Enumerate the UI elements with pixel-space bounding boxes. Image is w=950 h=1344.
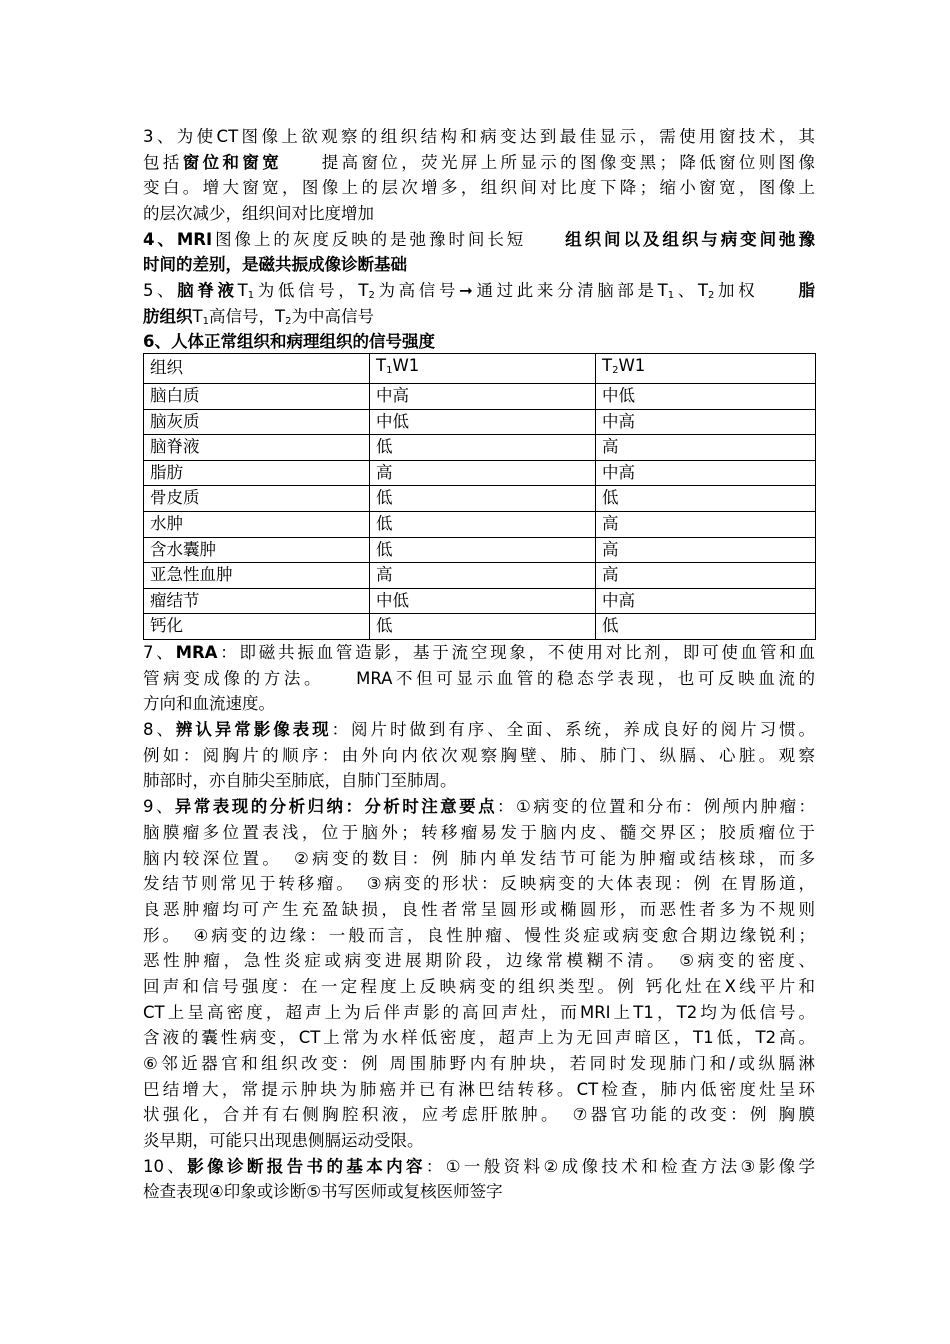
- section-5-line-1: [143, 278, 815, 304]
- table-row: [144, 460, 816, 486]
- bold-term: 肪组织: [143, 306, 193, 326]
- section-10-line-2: 检查表现④印象或诊断⑤书写医师或复核医师签字: [143, 1182, 503, 1202]
- text: ：①一般资料②成像技术和检查方法③影像学: [425, 1156, 815, 1176]
- subscript: 2: [707, 290, 715, 302]
- text: 提高窗位，荧光屏上所显示的图像变黑；降低窗位则图像: [282, 152, 816, 172]
- section-9-line-4: 发结节则常见于转移瘤。 ③病变的形状：反映病变的大体表现：例 在胃肠道，: [143, 874, 815, 894]
- text: 图像上的灰度反映的是弛豫时间长短: [212, 229, 566, 249]
- table-row: [144, 409, 816, 435]
- text: T: [192, 306, 203, 326]
- table-cell: 脑脊液: [144, 435, 370, 461]
- section-9-line-9: CT上呈高密度，超声上为后伴声影的高回声灶，而MRI上T1，T2均为低信号。: [143, 1002, 815, 1022]
- table-row: [144, 588, 816, 614]
- table-cell: 低: [370, 486, 596, 512]
- table-cell: 中低: [370, 409, 596, 435]
- section-3-line-2: [143, 150, 815, 176]
- table-cell: 亚急性血肿: [144, 563, 370, 589]
- table-cell: 水肿: [144, 512, 370, 538]
- table-cell: 低: [370, 512, 596, 538]
- section-4-line-2: 时间的差别，是磁共振成像诊断基础: [143, 255, 407, 275]
- header-cell-tissue: 组织: [144, 353, 370, 384]
- text: 7、: [143, 643, 176, 663]
- section-3-line-4: 的层次减少，组织间对比度增加: [143, 204, 374, 224]
- text: 5、: [143, 281, 178, 301]
- table-header-row: [144, 353, 816, 384]
- table-cell: 脂肪: [144, 460, 370, 486]
- table-cell: 脑灰质: [144, 409, 370, 435]
- section-7-line-2: 管病变成像的方法。 MRA不但可显示血管的稳态学表现，也可反映血流的: [143, 668, 815, 688]
- bold-term: 组织间以及组织与病变间弛豫: [565, 229, 816, 249]
- section-8-line-1: [143, 717, 815, 743]
- section-6-title: 6、人体正常组织和病理组织的信号强度: [143, 331, 435, 351]
- table-cell: 低: [370, 614, 596, 640]
- table-cell: 低: [370, 537, 596, 563]
- table-row: [144, 435, 816, 461]
- section-5-line-2: [143, 304, 815, 330]
- text: T: [237, 281, 248, 301]
- table-row: [144, 614, 816, 640]
- section-8-line-2: 例如：阅胸片的顺序：由外向内依次观察胸壁、肺、肺门、纵膈、心脏。观察: [143, 745, 815, 765]
- section-4-line-1: [143, 227, 815, 253]
- header-cell-t2w1: [596, 353, 816, 384]
- section-7-line-3: 方向和血流速度。: [143, 694, 275, 714]
- table-cell: 高: [596, 537, 816, 563]
- table-cell: 钙化: [144, 614, 370, 640]
- bold-term: 窗位和窗宽: [182, 152, 283, 172]
- section-9-line-6: 形。 ④病变的边缘：一般而言，良性肿瘤、慢性炎症或病变愈合期边缘锐利；: [143, 925, 815, 945]
- subscript: 2: [612, 364, 619, 376]
- subscript: 1: [202, 315, 209, 327]
- table-cell: 瘤结节: [144, 588, 370, 614]
- text: 包括: [143, 152, 183, 172]
- text: ：①病变的位置和分布：例颅内肿瘤：: [497, 797, 816, 817]
- table-cell: 中高: [596, 588, 816, 614]
- table-cell: 高: [370, 563, 596, 589]
- subscript: 1: [667, 290, 675, 302]
- section-9-line-1: [143, 794, 815, 820]
- text: T: [602, 355, 613, 375]
- section-9-line-10: 含液的囊性病变，CT上常为水样低密度，超声上为无回声暗区，T1低，T2高。: [143, 1028, 815, 1048]
- section-9-line-8: 回声和信号强度：在一定程度上反映病变的组织类型。例 钙化灶在X线平片和: [143, 976, 815, 996]
- table-cell: 中低: [370, 588, 596, 614]
- section-3-line-3: 变白。增大窗宽，图像上的层次增多，组织间对比度下降；缩小窗宽，图像上: [143, 178, 815, 198]
- table-cell: 中高: [596, 460, 816, 486]
- text: 10、: [143, 1156, 188, 1176]
- bold-term: 脂: [798, 281, 816, 301]
- table-cell: 脑白质: [144, 384, 370, 410]
- header-cell-t1w1: [370, 353, 596, 384]
- text: ：即磁共振血管造影，基于流空现象，不使用对比剂，即可使血管和血: [217, 643, 816, 663]
- table-cell: 中低: [596, 384, 816, 410]
- bold-term: 辨认异常影像表现: [175, 720, 332, 740]
- subscript: 2: [368, 290, 375, 302]
- text: W1: [392, 355, 420, 375]
- section-10-line-1: [143, 1154, 815, 1180]
- subscript: 2: [285, 315, 292, 327]
- section-7-line-1: [143, 640, 815, 666]
- section-8-line-3: 肺部时，亦自肺尖至肺底，自肺门至肺周。: [143, 771, 457, 791]
- section-9-line-3: 脑内较深位置。 ②病变的数目：例 肺内单发结节可能为肿瘤或结核球，而多: [143, 848, 815, 868]
- table-cell: 低: [596, 614, 816, 640]
- document-page: [143, 124, 815, 1205]
- section-9-line-12: 巴结增大，常提示肿块为肺癌并已有淋巴结转移。CT检查，肺内低密度灶呈环: [143, 1079, 815, 1099]
- section-9-line-7: 恶性肿瘤，急性炎症或病变进展期阶段，边缘常模糊不清。 ⑤病变的密度、: [143, 951, 815, 971]
- text: 为低信号，T: [254, 281, 369, 301]
- section-9-line-13: 状强化，合并有右侧胸腔积液，应考虑肝脓肿。 ⑦器官功能的改变：例 胸膜: [143, 1105, 815, 1125]
- text: 加权: [714, 281, 799, 301]
- text: 、T: [674, 281, 708, 301]
- table-cell: 含水囊肿: [144, 537, 370, 563]
- text: 8、: [143, 720, 176, 740]
- table-cell: 高: [370, 460, 596, 486]
- text: 为中高信号: [291, 306, 374, 326]
- table-row: [144, 486, 816, 512]
- table-cell: 高: [596, 512, 816, 538]
- bold-term: 影像诊断报告书的基本内容: [187, 1156, 426, 1176]
- table-cell: 低: [596, 486, 816, 512]
- table-cell: 高: [596, 563, 816, 589]
- table-cell: 中高: [370, 384, 596, 410]
- bold-term: 异常表现的分析归纳：分析时注意要点: [174, 797, 498, 817]
- table-row: [144, 512, 816, 538]
- table-row: [144, 537, 816, 563]
- table-cell: 骨皮质: [144, 486, 370, 512]
- subscript: 1: [386, 364, 393, 376]
- subscript: 1: [247, 290, 255, 302]
- bold-term: 脑脊液: [177, 281, 238, 301]
- bold-term: MRA: [175, 643, 218, 663]
- text: ：阅片时做到有序、全面、系统，养成良好的阅片习惯。: [331, 720, 816, 740]
- text: 9、: [143, 797, 175, 817]
- signal-intensity-table: [143, 353, 816, 641]
- text: 高信号，T: [208, 306, 286, 326]
- section-9-line-14: 炎早期，可能只出现患侧膈运动受限。: [143, 1131, 424, 1151]
- table-row: [144, 563, 816, 589]
- section-9-line-5: 良恶肿瘤均可产生充盈缺损，良性者常呈圆形或椭圆形，而恶性者多为不规则: [143, 899, 815, 919]
- table-cell: 高: [596, 435, 816, 461]
- section-9-line-11: ⑥邻近器官和组织改变：例 周围肺野内有肿块，若同时发现肺门和/或纵膈淋: [143, 1054, 815, 1074]
- text: T: [376, 355, 387, 375]
- table-row: [144, 384, 816, 410]
- table-cell: 中高: [596, 409, 816, 435]
- section-3-line-1: 3、为使CT图像上欲观察的组织结构和病变达到最佳显示，需使用窗技术，其: [143, 127, 815, 146]
- text: 为高信号➞通过此来分清脑部是T: [374, 281, 668, 301]
- table-cell: 低: [370, 435, 596, 461]
- text: W1: [618, 355, 646, 375]
- section-9-line-2: 脑膜瘤多位置表浅，位于脑外；转移瘤易发于脑内皮、髓交界区；胶质瘤位于: [143, 822, 815, 842]
- text: 4、MRI: [143, 229, 213, 249]
